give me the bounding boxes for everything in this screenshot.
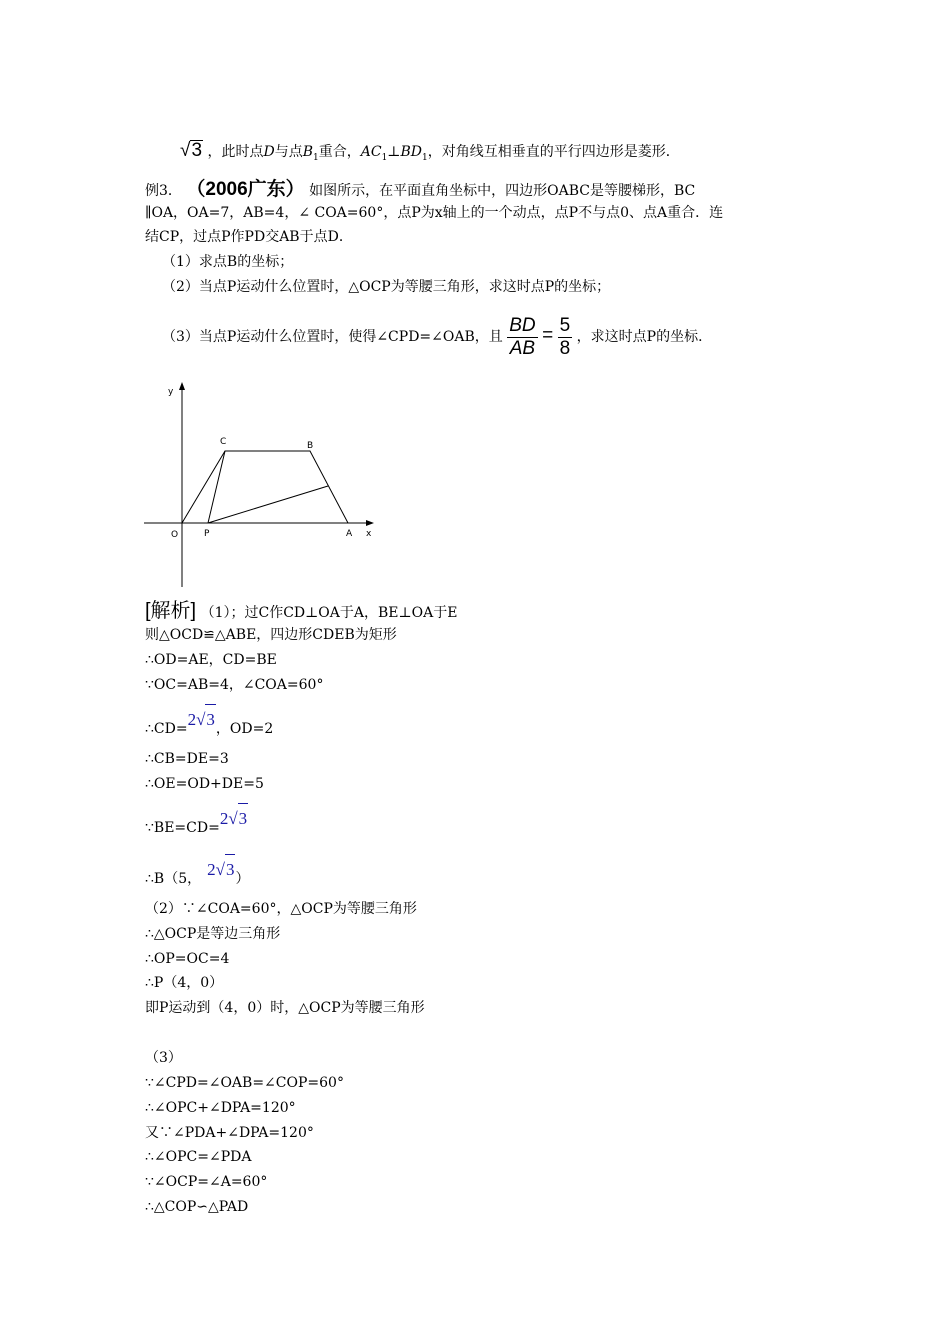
sqrt-three: √3 (180, 140, 203, 161)
solution-line-17: ∴∠OPC+∠DPA=120° (145, 1100, 296, 1116)
solution-line-7: ∴OE=OD+DE=5 (145, 776, 264, 792)
example-line-2: ∥OA，OA=7，AB=4，∠ COA=60°，点P为x轴上的一个动点，点P不与点0、点A重合．连 (145, 205, 724, 221)
solution-line-8: ∵BE=CD=2√3 (145, 811, 248, 843)
label-y: y (168, 387, 174, 397)
solution-line-1: [解析] （1）；过C作CD⊥OA于A，BE⊥OA于E (145, 600, 458, 622)
segment-pd (208, 486, 328, 523)
two-root-three: 2√3 (207, 860, 235, 879)
example-line-3: 结CP，过点P作PD交AB于点D． (145, 229, 353, 245)
solution-line-11: ∴△OCP是等边三角形 (145, 926, 281, 942)
question-2: （2）当点P运动什么位置时，△OCP为等腰三角形，求这时点P的坐标； (162, 279, 611, 295)
example-label: 例3． (145, 183, 182, 199)
solution-line-4: ∵OC=AB=4，∠COA=60° (145, 677, 324, 693)
solution-line-20: ∵∠OCP=∠A=60° (145, 1174, 268, 1190)
solution-line-2: 则△OCD≌△ABE，四边形CDEB为矩形 (145, 627, 397, 643)
top-line: √3 ，此时点D与点$B_1$重合，$AC_1\perp BD_1$，对角线互相垂直的平行四边形是菱形． (180, 140, 680, 163)
fraction-five-eighths: $\frac{5}{8}$ (559, 314, 571, 359)
label-b: B (307, 441, 314, 451)
solution-line-19: ∴∠OPC=∠PDA (145, 1149, 252, 1165)
label-o: O (171, 530, 179, 540)
y-axis-arrow (179, 382, 185, 390)
solution-line-21: ∴△COP∽△PAD (145, 1199, 249, 1215)
question-3: （3）当点P运动什么位置时，使得∠CPD=∠OAB，且 $\frac{BD}{AB}$ = $\frac{5}{8}$ ，求这时点P的坐标． (162, 314, 713, 359)
two-root-three: 2√3 (220, 809, 248, 828)
two-root-three: 2√3 (188, 710, 216, 729)
fraction-bd-ab: $\frac{BD}{AB}$ (509, 314, 536, 359)
label-x: x (366, 529, 372, 539)
solution-line-16: ∵∠CPD=∠OAB=∠COP=60° (145, 1075, 344, 1091)
example-line-1: 例3． （2006广东） 如图所示，在平面直角坐标中，四边形OABC是等腰梯形，BC (145, 179, 696, 200)
segment-cp (208, 451, 225, 523)
question-1: （1）求点B的坐标； (162, 254, 294, 270)
example-source: （2006广东） (186, 179, 305, 200)
solution-line-13: ∴P（4，0） (145, 975, 224, 991)
solution-line-5: ∴CD=2√3，OD=2 (145, 712, 273, 744)
solution-line-10: （2）∵∠COA=60°，△OCP为等腰三角形 (145, 901, 417, 917)
solution-line-15: （3） (145, 1050, 182, 1066)
x-axis-arrow (366, 520, 374, 526)
label-c: C (220, 437, 227, 447)
solution-line-18: 又∵∠PDA+∠DPA=120° (145, 1125, 314, 1141)
solution-header: [解析] (145, 600, 197, 622)
solution-line-3: ∴OD=AE，CD=BE (145, 652, 277, 668)
label-a: A (346, 529, 353, 539)
trapezoid-diagram (140, 382, 380, 592)
solution-line-14: 即P运动到（4，0）时，△OCP为等腰三角形 (145, 1000, 425, 1016)
label-p: P (204, 529, 210, 539)
solution-line-12: ∴OP=OC=4 (145, 951, 230, 967)
solution-line-9: ∴B（5， 2√3） (145, 862, 249, 894)
solution-line-6: ∴CB=DE=3 (145, 751, 229, 767)
